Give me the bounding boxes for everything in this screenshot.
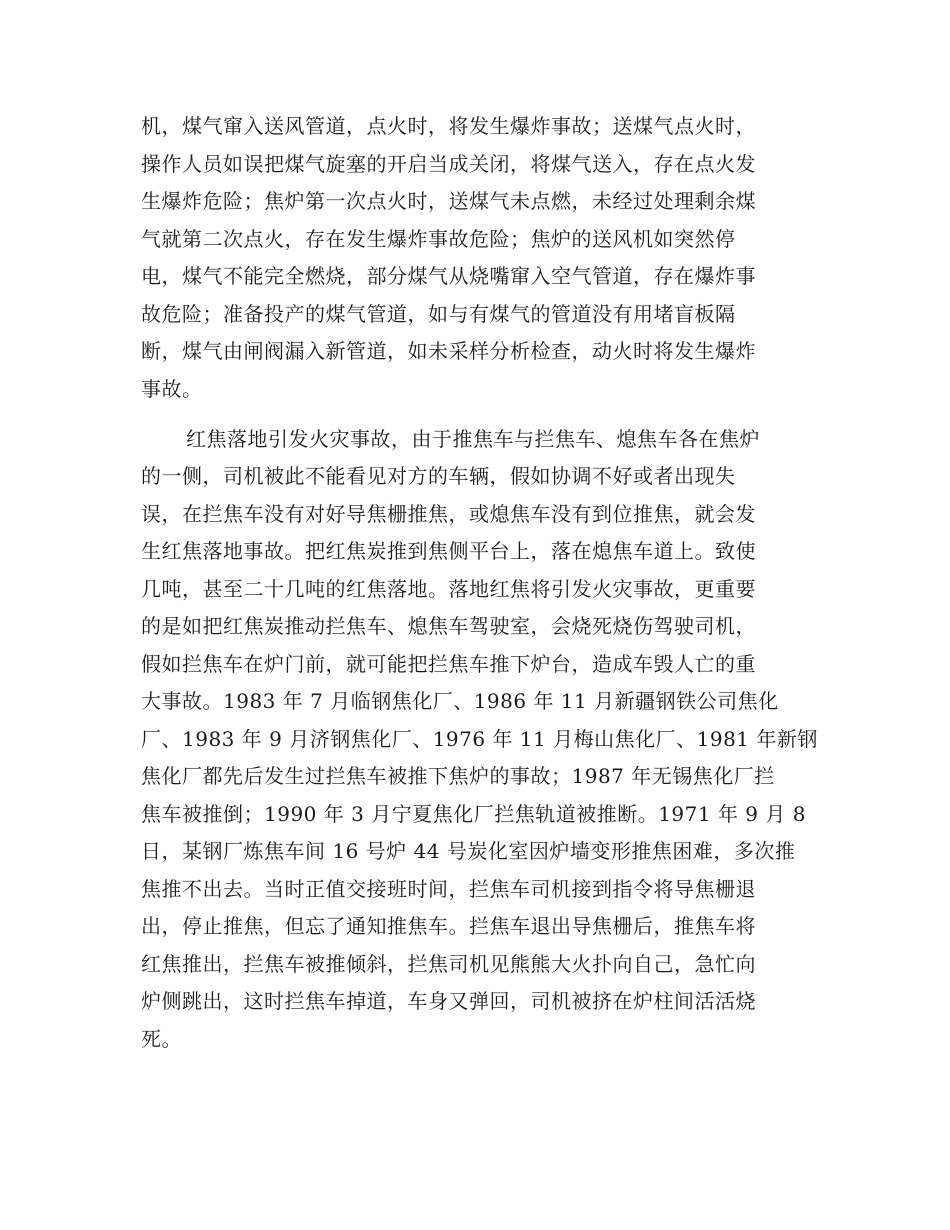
text-line: 厂、1983 年 9 月济钢焦化厂、1976 年 11 月梅山焦化厂、1981 年新钢 <box>141 727 818 751</box>
text-line: 生爆炸危险；焦炉第一次点火时，送煤气未点燃，未经过处理剩余煤 <box>141 189 756 213</box>
text-line: 操作人员如误把煤气旋塞的开启当成关闭，将煤气送入，存在点火发 <box>141 152 756 176</box>
text-line: 红焦落地引发火灾事故，由于推焦车与拦焦车、熄焦车各在焦炉 <box>186 427 760 451</box>
text-line: 焦推不出去。当时正值交接班时间，拦焦车司机接到指令将导焦栅退 <box>141 877 756 901</box>
text-line: 生红焦落地事故。把红焦炭推到焦侧平台上，落在熄焦车道上。致使 <box>141 539 756 563</box>
text-line: 的是如把红焦炭推动拦焦车、熄焦车驾驶室，会烧死烧伤驾驶司机， <box>141 614 756 638</box>
text-line: 误，在拦焦车没有对好导焦栅推焦，或熄焦车没有到位推焦，就会发 <box>141 502 756 526</box>
text-line: 焦车被推倒；1990 年 3 月宁夏焦化厂拦焦轨道被推断。1971 年 9 月 8 <box>141 802 806 826</box>
text-line: 的一侧，司机被此不能看见对方的车辆，假如协调不好或者出现失 <box>141 464 736 488</box>
text-line: 日，某钢厂炼焦车间 16 号炉 44 号炭化室因炉墙变形推焦困难，多次推 <box>141 839 796 863</box>
text-line: 死。 <box>141 1027 182 1051</box>
text-line: 电，煤气不能完全燃烧，部分煤气从烧嘴窜入空气管道，存在爆炸事 <box>141 264 756 288</box>
text-line: 炉侧跳出，这时拦焦车掉道，车身又弹回，司机被挤在炉柱间活活烧 <box>141 989 756 1013</box>
text-line: 故危险；准备投产的煤气管道，如与有煤气的管道没有用堵盲板隔 <box>141 302 736 326</box>
text-line: 大事故。1983 年 7 月临钢焦化厂、1986 年 11 月新疆钢铁公司焦化 <box>141 689 779 713</box>
text-line: 假如拦焦车在炉门前，就可能把拦焦车推下炉台，造成车毁人亡的重 <box>141 652 756 676</box>
text-line: 气就第二次点火，存在发生爆炸事故危险；焦炉的送风机如突然停 <box>141 227 736 251</box>
text-line: 事故。 <box>141 377 203 401</box>
text-line: 焦化厂都先后发生过拦焦车被推下焦炉的事故；1987 年无锡焦化厂拦 <box>141 764 775 788</box>
text-line: 断，煤气由闸阀漏入新管道，如未采样分析检查，动火时将发生爆炸 <box>141 339 756 363</box>
text-line: 红焦推出，拦焦车被推倾斜，拦焦司机见熊熊大火扑向自己，急忙向 <box>141 952 756 976</box>
text-line: 几吨，甚至二十几吨的红焦落地。落地红焦将引发火灾事故，更重要 <box>141 577 756 601</box>
text-line: 机，煤气窜入送风管道，点火时，将发生爆炸事故；送煤气点火时， <box>141 114 756 138</box>
text-line: 出，停止推焦，但忘了通知推焦车。拦焦车退出导焦栅后，推焦车将 <box>141 914 756 938</box>
